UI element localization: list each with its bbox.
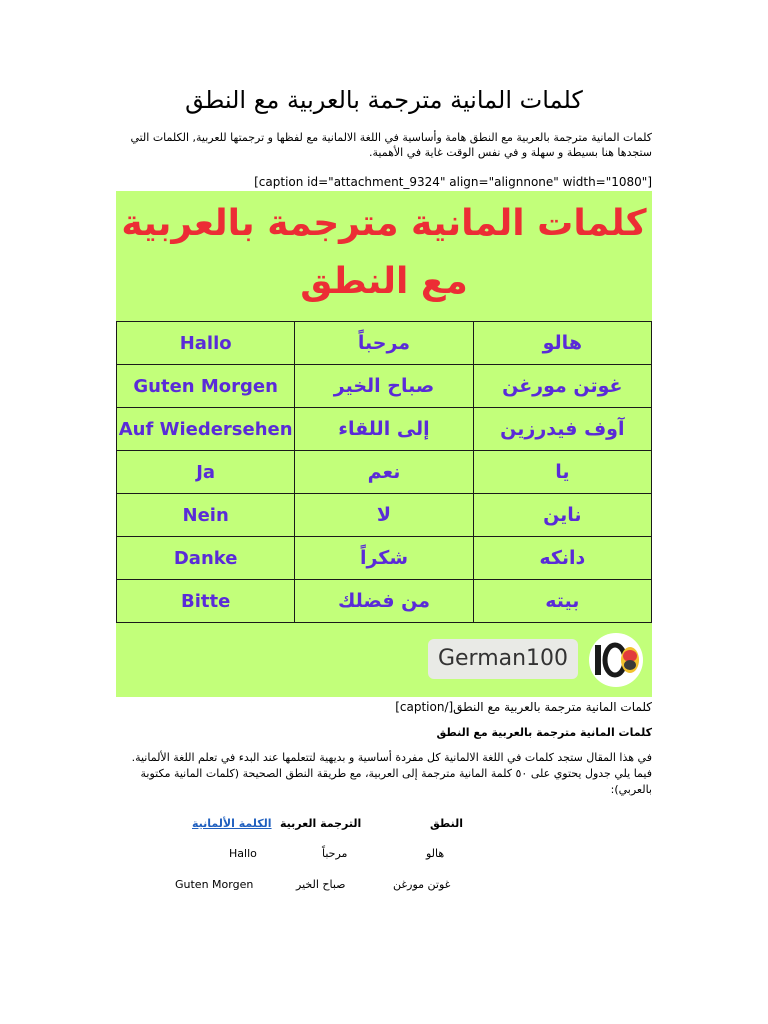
caption-close-shortcode: كلمات المانية مترجمة بالعربية مع النطق[/caption] xyxy=(395,700,652,714)
arabic-translation-cell: صباح الخير xyxy=(295,365,473,408)
row2-pronunciation: غوتن مورغن xyxy=(393,878,451,891)
arabic-translation-cell: نعم xyxy=(295,451,473,494)
german-word-cell: Nein xyxy=(117,494,295,537)
table-row xyxy=(117,494,652,537)
row2-german: Guten Morgen xyxy=(175,878,254,891)
german-word-cell: Bitte xyxy=(117,580,295,623)
page-title: كلمات المانية مترجمة بالعربية مع النطق xyxy=(185,86,583,114)
pronunciation-cell: آوف فيدرزين xyxy=(473,408,651,451)
row1-german: Hallo xyxy=(229,847,257,860)
header-pronunciation: النطق xyxy=(430,817,464,830)
pronunciation-cell: غوتن مورغن xyxy=(473,365,651,408)
header-arabic: الترجمة العربية xyxy=(280,817,362,830)
arabic-translation-cell: لا xyxy=(295,494,473,537)
table-row xyxy=(117,580,652,623)
pronunciation-cell: دانكه xyxy=(473,537,651,580)
logo-emblem-icon xyxy=(586,631,646,689)
pronunciation-cell: ناين xyxy=(473,494,651,537)
table-row xyxy=(117,365,652,408)
german-word-cell: Auf Wiedersehen xyxy=(117,408,295,451)
image-title-line1: كلمات المانية مترجمة بالعربية xyxy=(121,203,647,244)
arabic-translation-cell: شكراً xyxy=(295,537,473,580)
vocabulary-image xyxy=(116,191,652,697)
header-german-link[interactable]: الكلمة الألمانية xyxy=(192,817,272,830)
pronunciation-cell: بيته xyxy=(473,580,651,623)
german-word-cell: Danke xyxy=(117,537,295,580)
section-heading: كلمات المانية مترجمة بالعربية مع النطق xyxy=(436,726,652,739)
image-title xyxy=(116,195,652,311)
pronunciation-cell: هالو xyxy=(473,322,651,365)
arabic-translation-cell: من فضلك xyxy=(295,580,473,623)
table-row xyxy=(117,451,652,494)
pronunciation-cell: يا xyxy=(473,451,651,494)
arabic-translation-cell: إلى اللقاء xyxy=(295,408,473,451)
table-row xyxy=(117,408,652,451)
row1-arabic: مرحباً xyxy=(322,847,348,860)
table-row xyxy=(117,322,652,365)
german100-logo xyxy=(428,631,646,689)
row2-arabic: صباح الخير xyxy=(296,878,346,891)
body-paragraph: في هذا المقال ستجد كلمات في اللغة الالمانية كل مفردة أساسية و بديهية لتتعلمها عند البدء في تعلم اللغة الألمانية. فيما يلي جدول يحتوي على ٥٠ كلمة المانية مترجمة إلى العربية، مع طريقة النطق الصحيحة (كلمات المانية مكتوبة بالعربي): xyxy=(131,751,652,796)
vocabulary-table xyxy=(116,321,652,623)
logo-wordmark: German100 xyxy=(428,639,578,679)
arabic-translation-cell: مرحباً xyxy=(295,322,473,365)
german-word-cell: Guten Morgen xyxy=(117,365,295,408)
image-title-line2: مع النطق xyxy=(300,261,468,302)
row1-pronunciation: هالو xyxy=(426,847,445,860)
german-word-cell: Ja xyxy=(117,451,295,494)
table-row xyxy=(117,537,652,580)
german-word-cell: Hallo xyxy=(117,322,295,365)
caption-open-shortcode: [caption id="attachment_9324" align="alignnone" width="1080"] xyxy=(254,175,652,189)
intro-text: كلمات المانية مترجمة بالعربية مع النطق هامة وأساسية في اللغة الالمانية مع لفظها و ترجمتها للعربية, الكلمات التي ستجدها هنا بسيطة و سهلة و في نفس الوقت غاية في الأهمية. xyxy=(130,131,652,159)
